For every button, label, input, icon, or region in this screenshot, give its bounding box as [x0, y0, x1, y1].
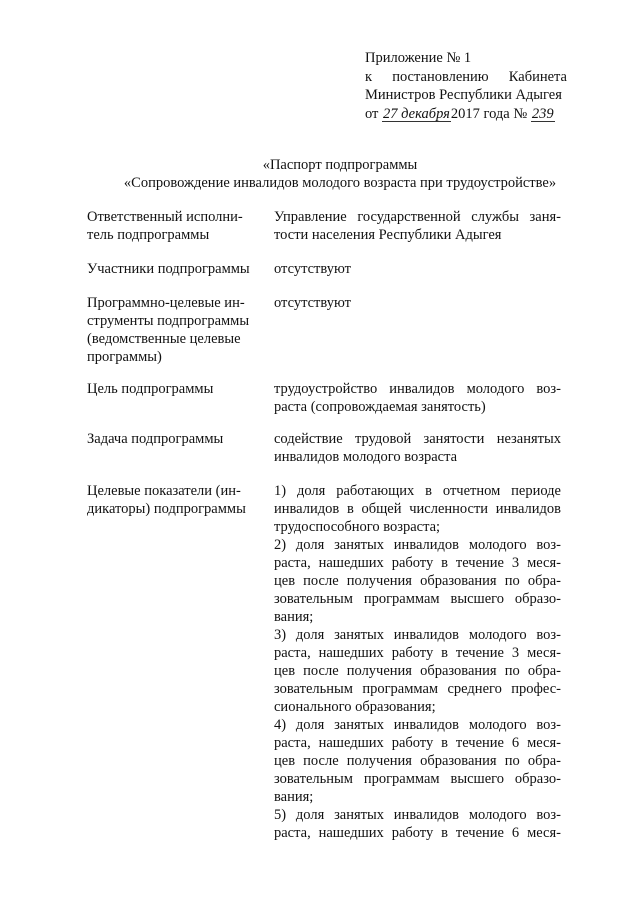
word: получения	[346, 663, 412, 679]
word: раста,	[274, 825, 311, 841]
value-line	[274, 770, 561, 788]
appendix-word: постановлению	[392, 68, 489, 85]
value-line: раста (сопровождаемая занятость)	[274, 399, 486, 415]
word: молодого	[468, 717, 527, 733]
word: высшего	[450, 591, 504, 607]
word: образования	[420, 753, 497, 769]
word: доля	[295, 627, 325, 643]
title-line-1: «Паспорт подпрограммы	[262, 157, 418, 173]
value-line	[274, 208, 561, 226]
word: занятых	[334, 627, 384, 643]
word: работу	[391, 645, 434, 661]
word: течение	[455, 825, 504, 841]
word: цев	[274, 663, 296, 679]
word: воз-	[536, 717, 561, 733]
word: воз-	[536, 537, 561, 553]
word: раста,	[274, 645, 311, 661]
word: занятости	[423, 431, 485, 447]
word: в	[441, 825, 448, 841]
row-label-goal	[87, 380, 262, 398]
word: зовательным	[274, 591, 353, 607]
appendix-from: от	[365, 105, 379, 122]
word: молодого	[468, 807, 527, 823]
word: доля	[295, 717, 325, 733]
value-line: тости населения Республики Адыгея	[274, 227, 502, 243]
value-line	[274, 572, 561, 590]
word: молодого	[466, 381, 525, 397]
word: 6	[511, 825, 520, 841]
word: работу	[391, 735, 434, 751]
appendix-line-1: Приложение № 1	[365, 50, 472, 66]
value-line	[274, 500, 561, 518]
row-value-instruments	[274, 294, 561, 312]
word: занятых	[334, 537, 384, 553]
word: получения	[346, 753, 412, 769]
word: отчетном	[442, 483, 501, 499]
label-line: Ответственный исполни-	[87, 209, 243, 225]
value-line	[274, 536, 561, 554]
label-line: Цель подпрограммы	[87, 381, 214, 397]
appendix-line-2	[365, 68, 567, 87]
word: заня-	[529, 209, 561, 225]
word: цев	[274, 573, 296, 589]
row-value-responsible	[274, 208, 561, 244]
word: инвалидов	[393, 627, 460, 643]
word: воз-	[536, 381, 561, 397]
value-line	[274, 626, 561, 644]
document-title	[40, 156, 640, 192]
word: занятых	[334, 717, 384, 733]
word: зовательным	[274, 681, 353, 697]
word: нашедших	[318, 555, 384, 571]
word: по	[504, 573, 520, 589]
word: работу	[391, 825, 434, 841]
resolution-date: 27 декабря	[383, 105, 450, 122]
word: образо-	[514, 771, 561, 787]
word: после	[303, 573, 339, 589]
word: образо-	[514, 591, 561, 607]
word: обра-	[527, 663, 561, 679]
row-value-task	[274, 430, 561, 466]
word: по	[504, 753, 520, 769]
word: Управление	[274, 209, 347, 225]
word: в	[346, 501, 354, 517]
word: молодого	[468, 627, 527, 643]
value-line	[274, 590, 561, 608]
word: профес-	[511, 681, 561, 697]
word: раста,	[274, 555, 311, 571]
word: инвалидов	[393, 807, 460, 823]
value-line	[274, 380, 561, 398]
word: в	[441, 735, 448, 751]
word: 3)	[274, 627, 287, 643]
word: нашедших	[318, 735, 384, 751]
word: меся-	[527, 555, 561, 571]
row-value-participants	[274, 260, 561, 278]
value-line: отсутствуют	[274, 261, 351, 277]
appendix-word: Кабинета	[508, 68, 567, 85]
word: общей	[361, 501, 402, 517]
title-line-2: «Сопровождение инвалидов молодого возраста при трудоустройстве»	[123, 175, 557, 191]
word: в	[441, 555, 448, 571]
word: трудоустройство	[274, 381, 378, 397]
word: занятых	[334, 807, 384, 823]
word: зовательным	[274, 771, 353, 787]
value-line: вания;	[274, 789, 314, 805]
value-line	[274, 752, 561, 770]
appendix-line-4	[365, 105, 567, 124]
word: обра-	[527, 753, 561, 769]
value-line	[274, 806, 561, 824]
row-value-goal	[274, 380, 561, 416]
word: 2)	[274, 537, 287, 553]
word: цев	[274, 753, 296, 769]
word: незанятых	[496, 431, 561, 447]
word: течение	[455, 555, 504, 571]
word: течение	[455, 645, 504, 661]
word: работу	[391, 555, 434, 571]
word: нашедших	[318, 825, 384, 841]
word: программам	[363, 591, 440, 607]
word: в	[425, 483, 433, 499]
word: получения	[346, 573, 412, 589]
row-label-task	[87, 430, 262, 448]
word: меся-	[527, 645, 561, 661]
word: доля	[296, 483, 326, 499]
value-line	[274, 662, 561, 680]
value-line	[274, 430, 561, 448]
appendix-header	[365, 49, 567, 123]
word: 5)	[274, 807, 287, 823]
value-line	[274, 644, 561, 662]
word: инвалидов	[389, 381, 455, 397]
value-line	[274, 680, 561, 698]
word: периоде	[511, 483, 561, 499]
value-line	[274, 716, 561, 734]
word: программам	[362, 681, 439, 697]
word: инвалидов	[274, 501, 340, 517]
word: численности	[409, 501, 489, 517]
label-line: Целевые показатели (ин-	[87, 483, 241, 499]
row-label-instruments	[87, 294, 262, 366]
value-line: трудоспособного возраста;	[274, 519, 441, 535]
value-line	[274, 824, 561, 842]
word: меся-	[527, 735, 561, 751]
word: высшего	[450, 771, 504, 787]
word: после	[303, 663, 339, 679]
label-line: (ведомственные целевые	[87, 331, 241, 347]
row-label-participants	[87, 260, 262, 278]
word: обра-	[527, 573, 561, 589]
word: инвалидов	[495, 501, 561, 517]
word: доля	[295, 807, 325, 823]
word: доля	[295, 537, 325, 553]
label-line: Участники подпрограммы	[87, 261, 250, 277]
word: среднего	[447, 681, 502, 697]
word: 3	[511, 645, 520, 661]
word: молодого	[468, 537, 527, 553]
word: нашедших	[318, 645, 384, 661]
resolution-year: 2017 года №	[450, 105, 528, 122]
label-line: Программно-целевые ин-	[87, 295, 245, 311]
value-line: сионального образования;	[274, 699, 436, 715]
value-line: инвалидов молодого возраста	[274, 449, 458, 465]
word: по	[504, 663, 520, 679]
label-line: струменты подпрограммы	[87, 313, 250, 329]
label-line: Задача подпрограммы	[87, 431, 224, 447]
word: меся-	[527, 825, 561, 841]
word: воз-	[536, 627, 561, 643]
word: программам	[363, 771, 440, 787]
word: образования	[420, 663, 497, 679]
word: инвалидов	[393, 717, 460, 733]
word: 1)	[274, 483, 287, 499]
word: раста,	[274, 735, 311, 751]
word: трудовой	[354, 431, 412, 447]
resolution-number: 239	[531, 105, 554, 122]
value-line	[274, 554, 561, 572]
word: 6	[511, 735, 520, 751]
row-value-indicators	[274, 482, 561, 842]
value-line	[274, 734, 561, 752]
value-line	[274, 482, 561, 500]
word: государственной	[357, 209, 461, 225]
word: 4)	[274, 717, 287, 733]
word: работающих	[336, 483, 415, 499]
label-line: дикаторы) подпрограммы	[87, 501, 246, 517]
appendix-line-3: Министров Республики Адыгея	[365, 87, 562, 103]
row-label-responsible	[87, 208, 262, 244]
appendix-word: к	[365, 68, 373, 85]
word: 3	[511, 555, 520, 571]
value-line: отсутствуют	[274, 295, 351, 311]
word: воз-	[536, 807, 561, 823]
value-line: вания;	[274, 609, 314, 625]
label-line: программы)	[87, 349, 162, 365]
word: течение	[455, 735, 504, 751]
word: инвалидов	[393, 537, 460, 553]
word: содействие	[274, 431, 343, 447]
word: службы	[471, 209, 519, 225]
row-label-indicators	[87, 482, 262, 518]
word: после	[303, 753, 339, 769]
word: образования	[420, 573, 497, 589]
label-line: тель подпрограммы	[87, 227, 210, 243]
word: в	[441, 645, 448, 661]
